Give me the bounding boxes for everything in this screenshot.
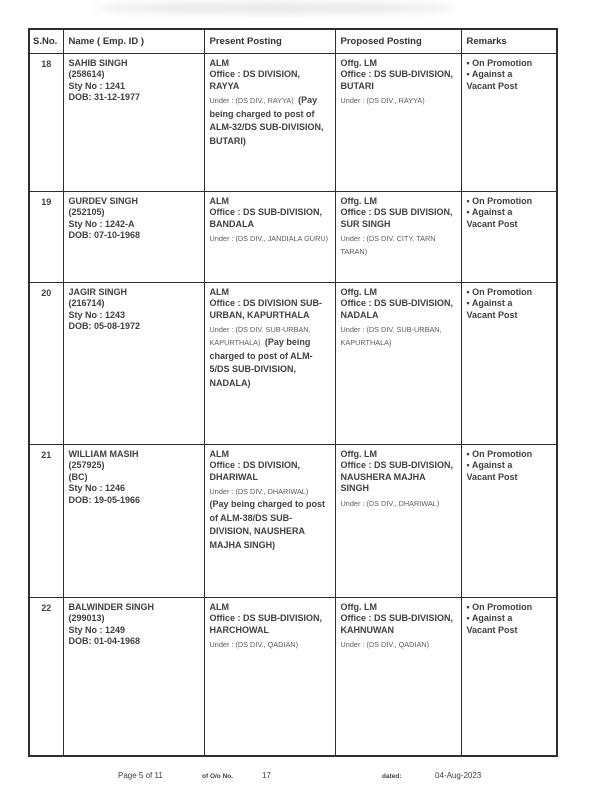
dob: DOB: 01-04-1968 xyxy=(68,636,141,646)
cell-sno: 22 xyxy=(29,597,63,756)
office-order-label: of O/o No. xyxy=(202,773,234,780)
present-title: ALM xyxy=(209,57,229,68)
cell-proposed-posting xyxy=(335,53,461,191)
remark-item: • Against a Vacant Post xyxy=(467,69,541,92)
cell-proposed-posting xyxy=(335,597,461,756)
proposed-title: Offg. LM xyxy=(340,286,377,297)
table-row xyxy=(29,191,557,282)
proposed-under: Under : (DS DIV. SUB-URBAN, KAPURTHALA) xyxy=(340,325,442,347)
proposed-under: Under : (DS DIV., RAYYA) xyxy=(340,96,425,105)
remark-item: • On Promotion xyxy=(467,449,541,461)
cell-sno: 21 xyxy=(29,444,63,597)
present-office: Office : DS SUB-DIVISION, HARCHOWAL xyxy=(209,613,323,635)
employee-id: (216714) xyxy=(68,298,105,308)
cell-name xyxy=(63,444,204,597)
column-header-proposed-posting: Proposed Posting xyxy=(335,29,461,53)
dob: DOB: 07-10-1968 xyxy=(68,230,141,240)
dob: DOB: 19-05-1966 xyxy=(68,494,141,505)
column-header-remarks: Remarks xyxy=(461,29,557,53)
table-row xyxy=(29,444,557,597)
employee-name: SAHIB SINGH xyxy=(68,57,128,68)
proposed-title: Offg. LM xyxy=(340,601,377,612)
employee-id: (258614) xyxy=(68,69,105,79)
present-office: Office : DS SUB-DIVISION, BANDALA xyxy=(209,207,323,229)
present-office: Office : DS DIVISION SUB-URBAN, KAPURTHALA xyxy=(209,298,323,320)
cell-sno: 19 xyxy=(29,191,63,282)
remark-item: • Against a Vacant Post xyxy=(467,298,541,321)
cell-remarks xyxy=(461,444,557,597)
table-row xyxy=(29,597,557,756)
employee-id: (257925) xyxy=(68,460,105,470)
proposed-under: Under : (DS DIV., QADIAN) xyxy=(340,640,430,649)
column-header-sno: S.No. xyxy=(29,29,63,53)
employee-id: (299013) xyxy=(68,613,105,623)
cell-present-posting xyxy=(204,444,335,597)
postings-table xyxy=(28,28,558,757)
present-title: ALM xyxy=(209,601,229,612)
office-order-number: 17 xyxy=(262,771,271,780)
remark-item: • Against a Vacant Post xyxy=(467,207,541,230)
present-office: Office : DS DIVISION, DHARIWAL xyxy=(209,460,301,482)
cell-proposed-posting xyxy=(335,444,461,597)
cell-name xyxy=(63,597,204,756)
sty-no: Sty No : 1243 xyxy=(68,309,126,320)
present-title: ALM xyxy=(209,448,229,459)
dob: DOB: 05-08-1972 xyxy=(68,321,141,331)
present-under: Under : (DS DIV. SUB-URBAN, KAPURTHALA) (Pay being charged to post of ALM-5/DS SUB-DIVISION, NADALA) xyxy=(209,325,313,388)
remark-item: • Against a Vacant Post xyxy=(467,613,541,636)
cell-present-posting xyxy=(204,191,335,282)
proposed-office: Office : DS SUB DIVISION, SUR SINGH xyxy=(340,207,453,229)
order-date: 04-Aug-2023 xyxy=(435,771,482,780)
present-under: Under : (DS DIV., RAYYA) (Pay being charged to post of ALM-32/DS SUB-DIVISION, BUTARI) xyxy=(209,95,324,146)
present-under: Under : (DS DIV., JANDIALA GURU) xyxy=(209,234,329,243)
present-under: Under : (DS DIV., DHARIWAL) (Pay being charged to post of ALM-38/DS SUB-DIVISION, NAUSHERA MAJHA SINGH) xyxy=(209,487,326,550)
cell-name xyxy=(63,282,204,444)
cell-sno: 20 xyxy=(29,282,63,444)
cell-name xyxy=(63,191,204,282)
employee-name: WILLIAM MASIH xyxy=(68,448,139,459)
present-under: Under : (DS DIV., QADIAN) xyxy=(209,640,299,649)
employee-id: (252105) xyxy=(68,207,105,217)
cell-proposed-posting xyxy=(335,282,461,444)
present-title: ALM xyxy=(209,195,229,206)
sty-no: Sty No : 1242-A xyxy=(68,218,135,229)
remark-item: • On Promotion xyxy=(467,196,541,208)
proposed-office: Office : DS SUB-DIVISION, NADALA xyxy=(340,298,454,320)
dob: DOB: 31-12-1977 xyxy=(68,92,141,102)
proposed-title: Offg. LM xyxy=(340,57,377,68)
dated-label: dated: xyxy=(382,773,402,780)
proposed-office: Office : DS SUB-DIVISION, BUTARI xyxy=(340,69,454,91)
cell-remarks xyxy=(461,53,557,191)
cell-name xyxy=(63,53,204,191)
cell-remarks xyxy=(461,191,557,282)
cell-remarks xyxy=(461,282,557,444)
proposed-under: Under : (DS DIV., DHARIWAL) xyxy=(340,498,440,508)
sty-no: Sty No : 1249 xyxy=(68,624,126,635)
remark-item: • On Promotion xyxy=(467,287,541,299)
cell-remarks xyxy=(461,597,557,756)
table-header-row xyxy=(29,29,557,53)
column-header-name: Name ( Emp. ID ) xyxy=(63,29,204,53)
caste-category: (BC) xyxy=(68,471,88,482)
proposed-office: Office : DS SUB-DIVISION, NAUSHERA MAJHA SINGH xyxy=(340,460,454,493)
scan-smudge xyxy=(95,3,455,13)
cell-present-posting xyxy=(204,597,335,756)
proposed-title: Offg. LM xyxy=(340,448,377,459)
sty-no: Sty No : 1241 xyxy=(68,80,126,91)
cell-sno: 18 xyxy=(29,53,63,191)
cell-present-posting xyxy=(204,282,335,444)
page-footer xyxy=(0,771,608,787)
employee-name: BALWINDER SINGH xyxy=(68,601,154,612)
remark-item: • Against a Vacant Post xyxy=(467,460,541,483)
remark-item: • On Promotion xyxy=(467,602,541,614)
column-header-present-posting: Present Posting xyxy=(204,29,335,53)
page-number: Page 5 of 11 xyxy=(118,771,163,780)
present-title: ALM xyxy=(209,286,229,297)
remark-item: • On Promotion xyxy=(467,58,541,70)
sty-no: Sty No : 1246 xyxy=(68,483,126,493)
proposed-office: Office : DS SUB-DIVISION, KAHNUWAN xyxy=(340,613,454,635)
present-office: Office : DS DIVISION, RAYYA xyxy=(209,69,301,91)
proposed-under: Under : (DS DIV. CITY, TARN TARAN) xyxy=(340,234,436,256)
cell-present-posting xyxy=(204,53,335,191)
proposed-title: Offg. LM xyxy=(340,195,377,206)
table-row xyxy=(29,282,557,444)
employee-name: GURDEV SINGH xyxy=(68,195,139,206)
employee-name: JAGIR SINGH xyxy=(68,286,128,297)
table-row xyxy=(29,53,557,191)
cell-proposed-posting xyxy=(335,191,461,282)
